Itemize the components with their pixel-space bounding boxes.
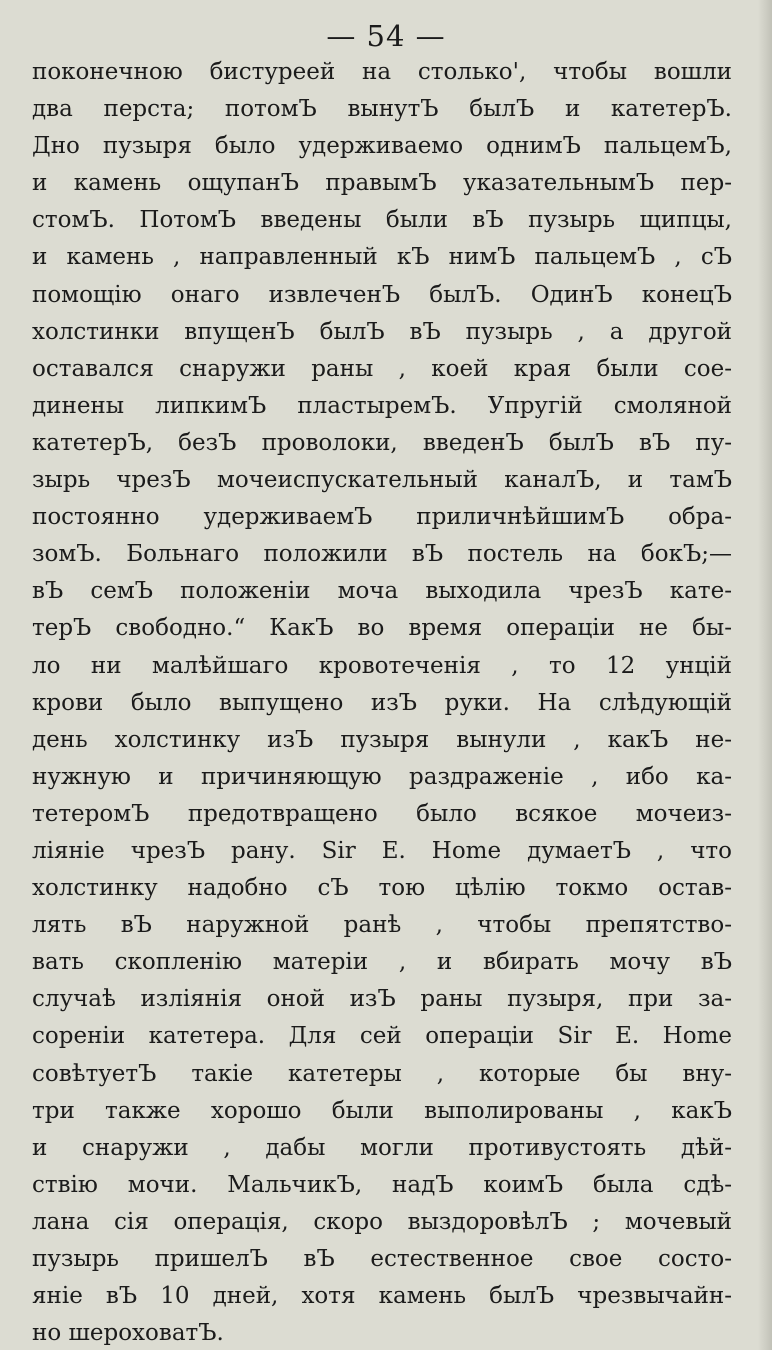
text-line: стомЪ. ПотомЪ введены были вЪ пузырь щипцы, — [32, 207, 732, 234]
text-line: пузырь пришелЪ вЪ естественное свое состо- — [32, 1246, 732, 1272]
text-line: яніе вЪ 10 дней, хотя камень былЪ чрезвычайн- — [32, 1283, 732, 1310]
text-line: и снаружи , дабы могли противустоять дѣй- — [32, 1134, 732, 1161]
text-line: нужную и причиняющую раздраженіе , ибо ка- — [32, 763, 732, 790]
text-line: и камень ощупанЪ правымЪ указательнымЪ пер- — [32, 170, 732, 197]
text-line: лана сія операція, скоро выздоровѣлЪ ; мочевый — [32, 1208, 732, 1235]
text-line: но шероховатЪ. — [32, 1320, 224, 1347]
text-line: крови было выпущено изЪ руки. На слѣдующій — [32, 689, 732, 716]
text-line: ствію мочи. МальчикЪ, надЪ коимЪ была сдѣ- — [32, 1171, 732, 1198]
text-line: три также хорошо были выполированы , какЪ — [32, 1097, 732, 1124]
text-line: вать скопленію матеріи , и вбирать мочу вЪ — [32, 949, 732, 976]
text-line: зомЪ. Больнаго положили вЪ постель на бокЪ;— — [32, 541, 732, 568]
text-line: лять вЪ наружной ранѣ , чтобы препятство- — [32, 912, 732, 939]
text-line: сореніи катетера. Для сей операціи Sir E. Home — [32, 1023, 732, 1050]
text-line: зырь чрезЪ мочеиспускательный каналЪ, и тамЪ — [32, 467, 732, 494]
page-number: — 54 — — [326, 19, 446, 53]
body-text — [32, 54, 732, 1350]
text-line: совѣтуетЪ такіе катетеры , которые бы вну- — [32, 1060, 732, 1087]
text-line: динены липкимЪ пластыремЪ. Упругій смоляной — [32, 392, 732, 419]
text-line: холстинки впущенЪ былЪ вЪ пузырь , а другой — [32, 318, 732, 345]
text-line: тетеромЪ предотвращено было всякое мочеиз- — [32, 800, 732, 827]
text-line: два перста; потомЪ вынутЪ былЪ и катетерЪ. — [32, 96, 732, 123]
text-line: постоянно удерживаемЪ приличнѣйшимЪ обра- — [32, 504, 732, 531]
text-line: случаѣ изліянія оной изЪ раны пузыря, при за- — [32, 986, 732, 1013]
text-line: холстинку надобно сЪ тою цѣлію токмо остав- — [32, 875, 732, 902]
page-edge-shadow — [758, 0, 772, 1350]
text-line: поконечною бистуреей на столько', чтобы вошли — [32, 59, 732, 85]
text-line: терЪ свободно.“ КакЪ во время операціи не бы- — [32, 615, 732, 642]
text-line: Дно пузыря было удерживаемо однимЪ пальцемЪ, — [32, 133, 732, 160]
text-line: помощію онаго извлеченЪ былЪ. ОдинЪ конецЪ — [32, 281, 732, 308]
text-line: катетерЪ, безЪ проволоки, введенЪ былЪ вЪ пу- — [32, 429, 732, 456]
text-line: вЪ семЪ положеніи моча выходила чрезЪ кате- — [32, 578, 732, 605]
text-line: и камень , направленный кЪ нимЪ пальцемЪ , сЪ — [32, 244, 732, 271]
text-line: ло ни малѣйшаго кровотеченія , то 12 унцій — [32, 652, 732, 679]
text-line: оставался снаружи раны , коей края были сое- — [32, 355, 732, 382]
text-line: день холстинку изЪ пузыря вынули , какЪ не- — [32, 726, 732, 753]
text-line: ліяніе чрезЪ рану. Sir E. Home думаетЪ , что — [32, 837, 732, 864]
